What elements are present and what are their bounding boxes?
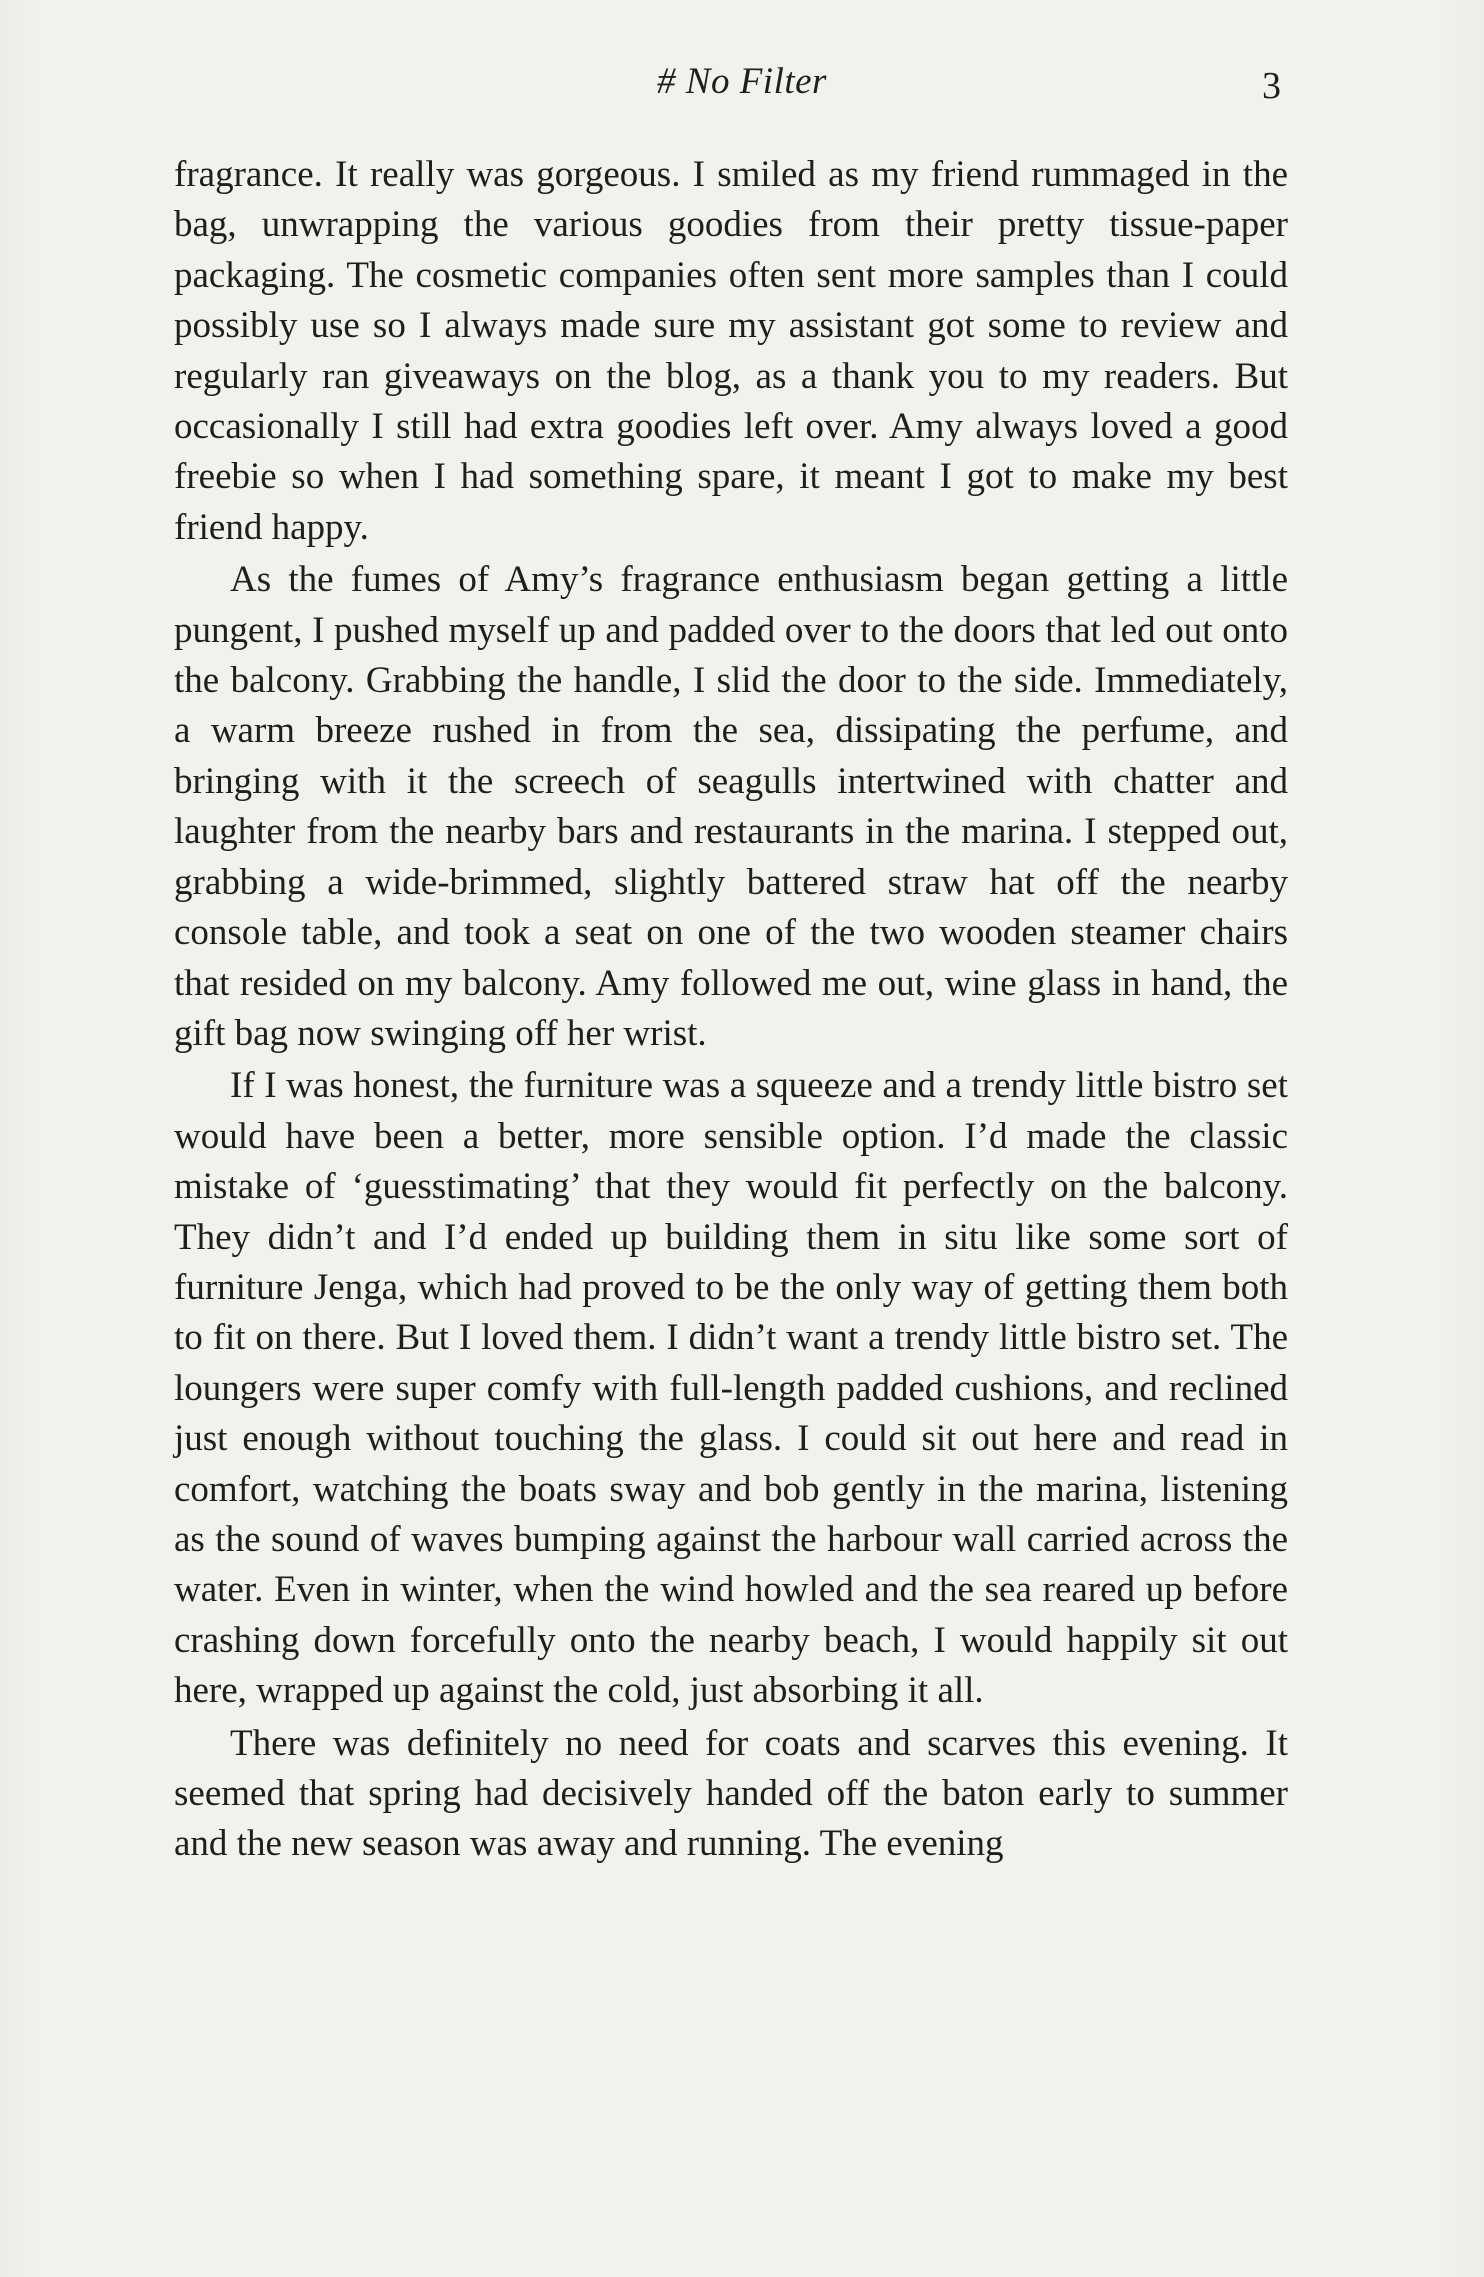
body-text	[174, 150, 1288, 1870]
paragraph-3: If I was honest, the furniture was a squeeze and a trendy little bistro set would have been a better, more sensible option. I’d made the classic mistake of ‘guesstimating’ that they would fit perfectly on the balcony. They didn’t and I’d ended up building them in situ like some sort of furniture Jenga, which had proved to be the only way of getting them both to fit on there. But I loved them. I didn’t want a trendy little bistro set. The loungers were super comfy with full-length padded cushions, and reclined just enough without touching the glass. I could sit out here and read in comfort, watching the boats sway and bob gently in the marina, listening as the sound of waves bumping against the harbour wall carried across the water. Even in winter, when the wind howled and the sea reared up before crashing down forcefully onto the nearby beach, I would happily sit out here, wrapped up against the cold, just absorbing it all.	[174, 1065, 1288, 1712]
running-head	[0, 52, 1484, 112]
paragraph-2: As the fumes of Amy’s fragrance enthusiasm began getting a little pungent, I pushed myself up and padded over to the doors that led out onto the balcony. Grabbing the handle, I slid the door to the side. Immediately, a warm breeze rushed in from the sea, dissipating the perfume, and bringing with it the screech of seagulls intertwined with chatter and laughter from the nearby bars and restaurants in the marina. I stepped out, grabbing a wide-brimmed, slightly battered straw hat off the nearby console table, and took a seat on one of the two wooden steamer chairs that resided on my balcony. Amy followed me out, wine glass in hand, the gift bag now swinging off her wrist.	[174, 559, 1288, 1054]
running-title: # No Filter	[657, 61, 827, 102]
paragraph-4: There was definitely no need for coats and scarves this evening. It seemed that spring had decisively handed off the baton early to summer and the new season was away and running. The evening	[174, 1722, 1288, 1865]
paragraph-1: fragrance. It really was gorgeous. I smiled as my friend rummaged in the bag, unwrapping the various goodies from their pretty tissue-paper packaging. The cosmetic companies often sent more samples than I could possibly use so I always made sure my assistant got some to review and regularly ran giveaways on the blog, as a thank you to my readers. But occasionally I still had extra goodies left over. Amy always loved a good freebie so when I had something spare, it meant I got to make my best friend happy.	[174, 154, 1288, 548]
page-number: 3	[1262, 65, 1281, 107]
